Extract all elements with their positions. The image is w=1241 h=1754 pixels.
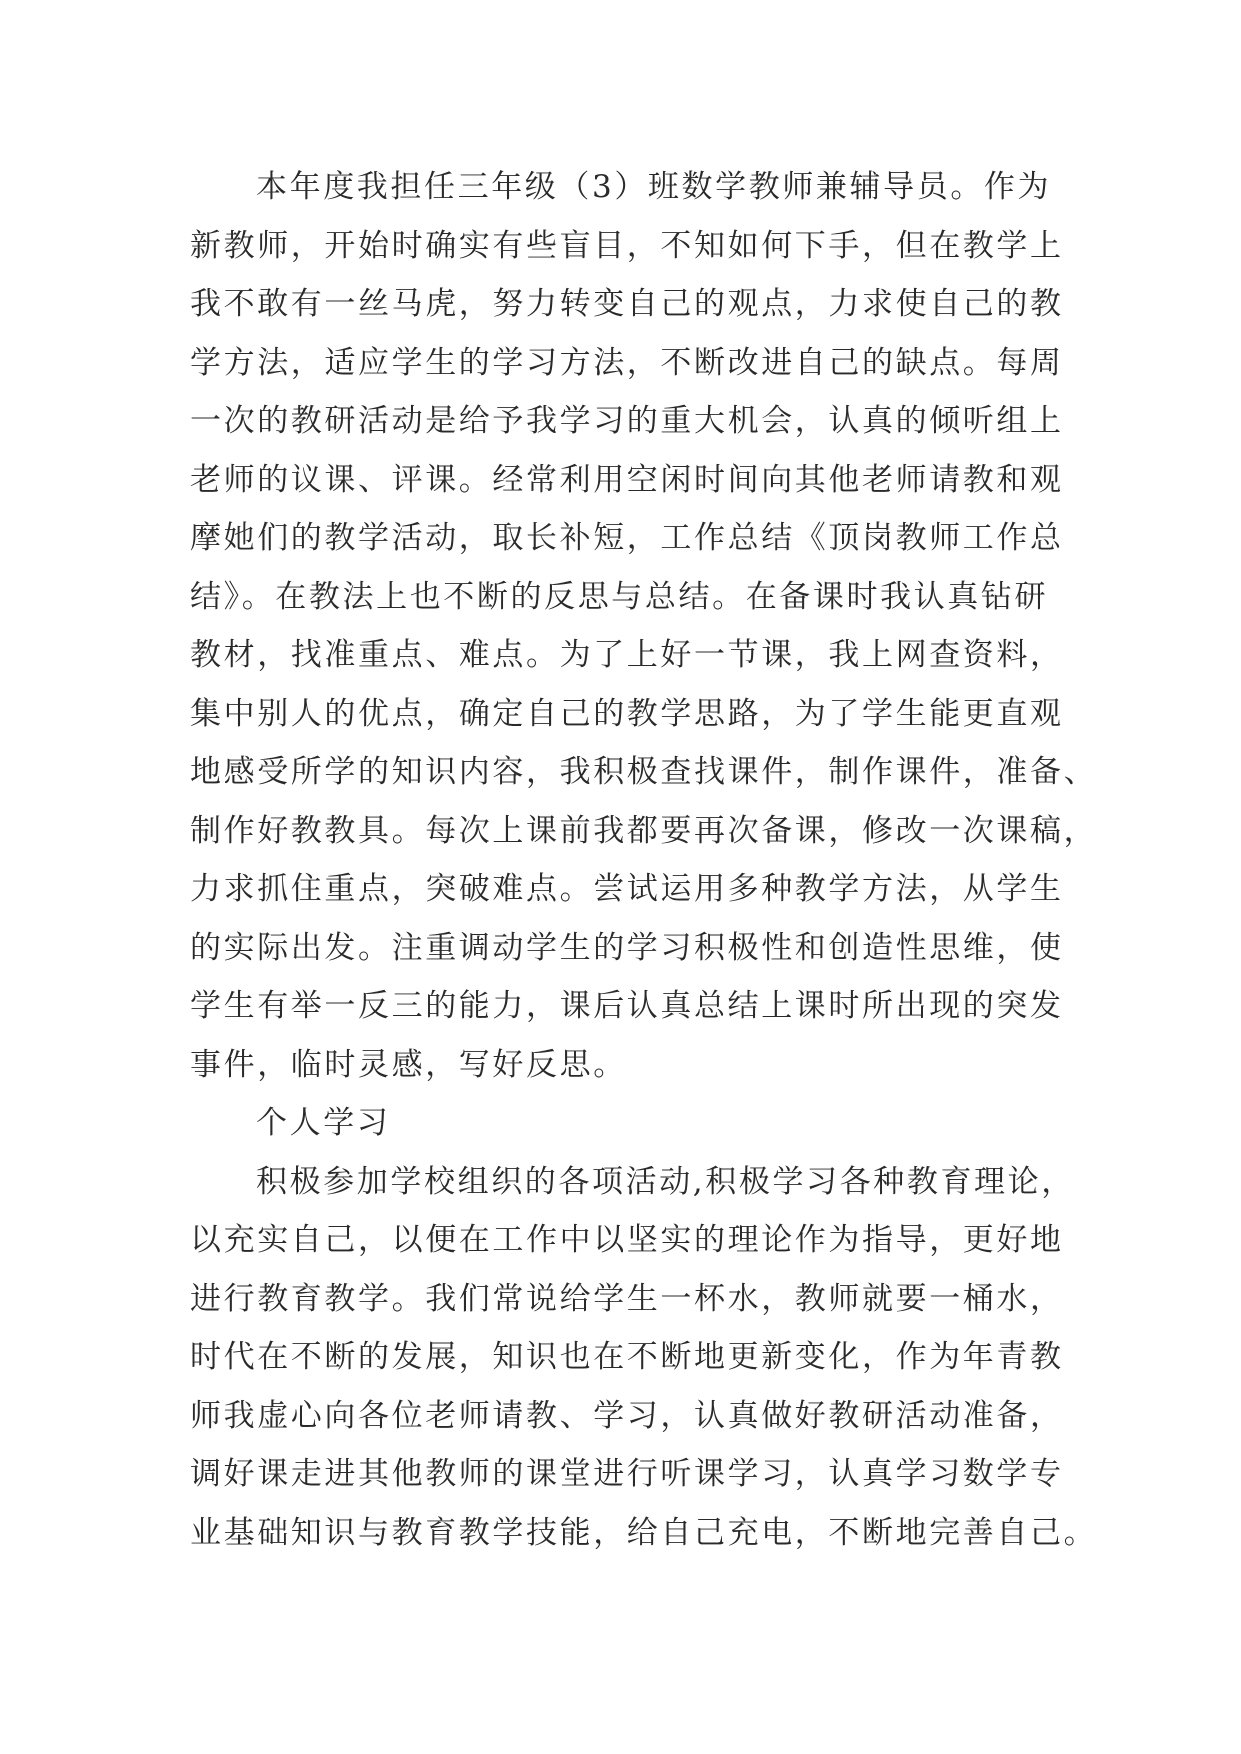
paragraph-line: 进行教育教学。我们常说给学生一杯水，教师就要一桶水， [190, 1280, 1064, 1317]
paragraph-line: 时代在不断的发展，知识也在不断地更新变化，作为年青教 [190, 1339, 1064, 1375]
paragraph-line: 学生有举一反三的能力，课后认真总结上课时所出现的突发 [190, 988, 1064, 1024]
paragraph-line: 我不敢有一丝马虎，努力转变自己的观点，力求使自己的教 [190, 286, 1064, 322]
document-body [190, 158, 1098, 1562]
paragraph-line: 业基础知识与教育教学技能，给自己充电，不断地完善自己。 [190, 1514, 1098, 1551]
paragraph-line: 学方法，适应学生的学习方法，不断改进自己的缺点。每周 [190, 344, 1064, 381]
paragraph-line: 教材，找准重点、难点。为了上好一节课，我上网查资料， [190, 637, 1064, 673]
paragraph-line: 一次的教研活动是给予我学习的重大机会，认真的倾听组上 [190, 403, 1064, 439]
paragraph-line: 新教师，开始时确实有些盲目，不知如何下手，但在教学上 [190, 227, 1064, 264]
paragraph-line: 结》。在教法上也不断的反思与总结。在备课时我认真钻研 [190, 578, 1049, 615]
paragraph-line: 调好课走进其他教师的课堂进行听课学习，认真学习数学专 [190, 1456, 1064, 1492]
paragraph-line: 以充实自己，以便在工作中以坚实的理论作为指导，更好地 [190, 1222, 1064, 1258]
paragraph-personal-study [190, 1153, 1098, 1563]
paragraph-line: 集中别人的优点，确定自己的教学思路，为了学生能更直观 [190, 695, 1064, 732]
paragraph-line: 力求抓住重点，突破难点。尝试运用多种教学方法，从学生 [190, 871, 1064, 907]
paragraph-line: 制作好教教具。每次上课前我都要再次备课，修改一次课稿， [190, 812, 1098, 849]
paragraph-line: 积极参加学校组织的各项活动,积极学习各种教育理论， [256, 1163, 1075, 1200]
paragraph-line: 事件，临时灵感，写好反思。 [190, 1046, 627, 1083]
paragraph-line: 地感受所学的知识内容，我积极查找课件，制作课件，准备、 [190, 754, 1098, 790]
paragraph-line: 师我虚心向各位老师请教、学习，认真做好教研活动准备， [190, 1397, 1064, 1434]
paragraph-line: 的实际出发。注重调动学生的学习积极性和创造性思维，使 [190, 929, 1064, 966]
paragraph-teaching-summary [190, 158, 1098, 1094]
paragraph-line: 老师的议课、评课。经常利用空闲时间向其他老师请教和观 [190, 461, 1064, 498]
section-heading: 个人学习 [256, 1105, 391, 1141]
paragraph-line: 摩她们的教学活动，取长补短，工作总结《顶岗教师工作总 [190, 520, 1064, 556]
paragraph-line: 本年度我担任三年级（3）班数学教师兼辅导员。作为 [256, 169, 1052, 205]
